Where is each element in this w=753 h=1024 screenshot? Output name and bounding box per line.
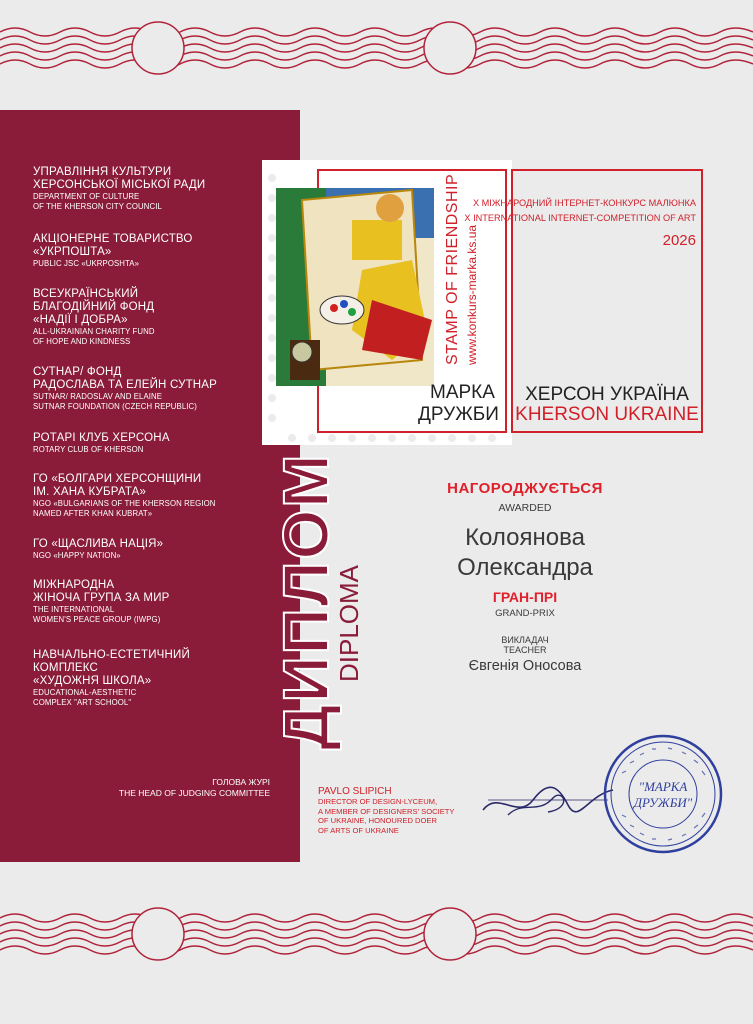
- city-en: KHERSON UKRAINE: [515, 404, 699, 425]
- org-iwpg: [33, 579, 283, 624]
- org-name-ua: «УКРПОШТА»: [33, 246, 112, 258]
- org-name-en: DEPARTMENT OF CULTURE: [33, 192, 140, 201]
- recipient-first-name: Олександра: [457, 554, 593, 581]
- org-name-ua: МІЖНАРОДНА: [33, 579, 115, 591]
- org-name-en: NGO «BULGARIANS OF THE KHERSON REGION: [33, 499, 216, 508]
- diploma-title-en: DIPLOMA: [334, 564, 364, 682]
- org-name-ua: КОМПЛЕКС: [33, 662, 99, 674]
- recipient-surname: Колоянова: [465, 524, 585, 551]
- org-name-en: SUTNAR FOUNDATION (CZECH REPUBLIC): [33, 401, 197, 411]
- marka-line2: ДРУЖБИ: [418, 404, 499, 425]
- competition-year: 2026: [662, 232, 696, 249]
- org-happy-nation: [33, 538, 283, 561]
- org-charity-fund: [33, 288, 283, 346]
- teacher-en: TEACHER: [503, 645, 547, 655]
- stamp-frame: [262, 160, 712, 445]
- org-art-school: [33, 649, 283, 707]
- org-bulgarians-ngo: [33, 473, 283, 518]
- child-artwork-image: [276, 188, 434, 386]
- org-name-en: THE INTERNATIONAL: [33, 605, 115, 614]
- org-name-en: PUBLIC JSC «UKRPOSHTA»: [33, 259, 140, 268]
- top-wave-ornament: [0, 20, 753, 80]
- seal-center-line1: "МАРКА: [638, 779, 688, 794]
- prize-ua: ГРАН-ПРІ: [492, 589, 558, 605]
- head-of-jury-label: [119, 777, 270, 799]
- seal-ring-lettering: [622, 748, 705, 840]
- org-name-en: NAMED AFTER KHAN KUBRAT»: [33, 508, 153, 518]
- org-rotary-club: [33, 432, 283, 455]
- org-name-ua: ГО «БОЛГАРИ ХЕРСОНЩИНИ: [33, 473, 202, 485]
- marka-line1: МАРКА: [430, 382, 495, 403]
- org-name-ua: АКЦІОНЕРНЕ ТОВАРИСТВО: [33, 233, 193, 245]
- org-name-ua: ВСЕУКРАЇНСЬКИЙ: [33, 288, 139, 300]
- official-seal: [602, 733, 724, 855]
- award-block: [370, 480, 680, 674]
- awarded-en: AWARDED: [498, 502, 552, 514]
- org-name-ua: ІМ. ХАНА КУБРАТА»: [33, 486, 147, 498]
- org-name-en: SUTNAR/ RADOSLAV AND ELAINE: [33, 392, 163, 401]
- org-name-ua: «НАДІЇ І ДОБРА»: [33, 314, 128, 326]
- diploma-title: [258, 420, 378, 760]
- judge-en: THE HEAD OF JUDGING COMMITTEE: [118, 788, 270, 798]
- org-name-ua: РОТАРІ КЛУБ ХЕРСОНА: [33, 432, 170, 444]
- teacher-ua: ВИКЛАДАЧ: [501, 635, 549, 645]
- judge-ua: ГОЛОВА ЖУРІ: [212, 777, 270, 787]
- org-name-ua: СУТНАР/ ФОНД: [33, 366, 122, 378]
- org-sutnar-foundation: [33, 366, 283, 411]
- diploma-title-ua: ДИПЛОМ: [270, 452, 342, 750]
- org-name-en: COMPLEX "ART SCHOOL": [33, 697, 132, 707]
- city-ua: ХЕРСОН УКРАЇНА: [525, 384, 689, 405]
- prize-en: GRAND-PRIX: [495, 608, 555, 619]
- signatory-desc-line: A MEMBER OF DESIGNERS' SOCIETY: [318, 806, 455, 816]
- org-name-en: NGO «HAPPY NATION»: [33, 551, 121, 560]
- org-name-ua: БЛАГОДІЙНИЙ ФОНД: [33, 301, 155, 313]
- org-name-en: OF HOPE AND KINDNESS: [33, 336, 131, 346]
- competition-ua: X МІЖНАРОДНИЙ ІНТЕРНЕТ-КОНКУРС МАЛЮНКА: [472, 198, 696, 208]
- org-name-en: OF THE KHERSON CITY COUNCIL: [33, 201, 162, 211]
- org-name-en: ROTARY CLUB OF KHERSON: [33, 445, 144, 454]
- signatory-desc-line: OF ARTS OF UKRAINE: [318, 825, 399, 835]
- teacher-name: Євгенія Оносова: [468, 658, 582, 674]
- org-name-ua: НАВЧАЛЬНО-ЕСТЕТИЧНИЙ: [33, 649, 190, 661]
- signatory-name: PAVLO SLIPICH: [318, 786, 392, 797]
- sponsors-sidebar: [0, 110, 300, 862]
- org-ukrposhta: [33, 233, 283, 269]
- org-name-ua: УПРАВЛІННЯ КУЛЬТУРИ: [33, 166, 172, 178]
- org-name-ua: ЖІНОЧА ГРУПА ЗА МИР: [33, 592, 170, 604]
- stamp-of-friendship: STAMP OF FRIENDSHIP: [444, 173, 461, 365]
- org-name-ua: ГО «ЩАСЛИВА НАЦІЯ»: [33, 538, 164, 550]
- signatory-desc-line: DIRECTOR OF DESIGN-LYCEUM,: [318, 797, 438, 806]
- org-name-en: EDUCATIONAL-AESTHETIC: [33, 688, 137, 697]
- org-name-ua: ХЕРСОНСЬКОЇ МІСЬКОЇ РАДИ: [33, 179, 206, 191]
- seal-center-line2: ДРУЖБИ": [633, 795, 693, 810]
- bottom-wave-ornament: [0, 906, 753, 966]
- awarded-ua: НАГОРОДЖУЄТЬСЯ: [447, 480, 603, 497]
- org-name-en: WOMEN'S PEACE GROUP (IWPG): [33, 614, 161, 624]
- signatory-desc-line: OF UKRAINE, HONOURED DOER: [318, 816, 437, 825]
- contest-url: www.konkurs-marka.ks.ua: [465, 224, 479, 365]
- handwritten-signature: [478, 770, 618, 830]
- org-name-en: ALL-UKRAINIAN CHARITY FUND: [33, 327, 155, 336]
- org-culture-department: [33, 166, 283, 211]
- competition-en: X INTERNATIONAL INTERNET-COMPETITION OF ART: [464, 213, 696, 223]
- org-name-ua: РАДОСЛАВА ТА ЕЛЕЙН СУТНАР: [33, 379, 218, 391]
- org-name-ua: «ХУДОЖНЯ ШКОЛА»: [33, 675, 152, 687]
